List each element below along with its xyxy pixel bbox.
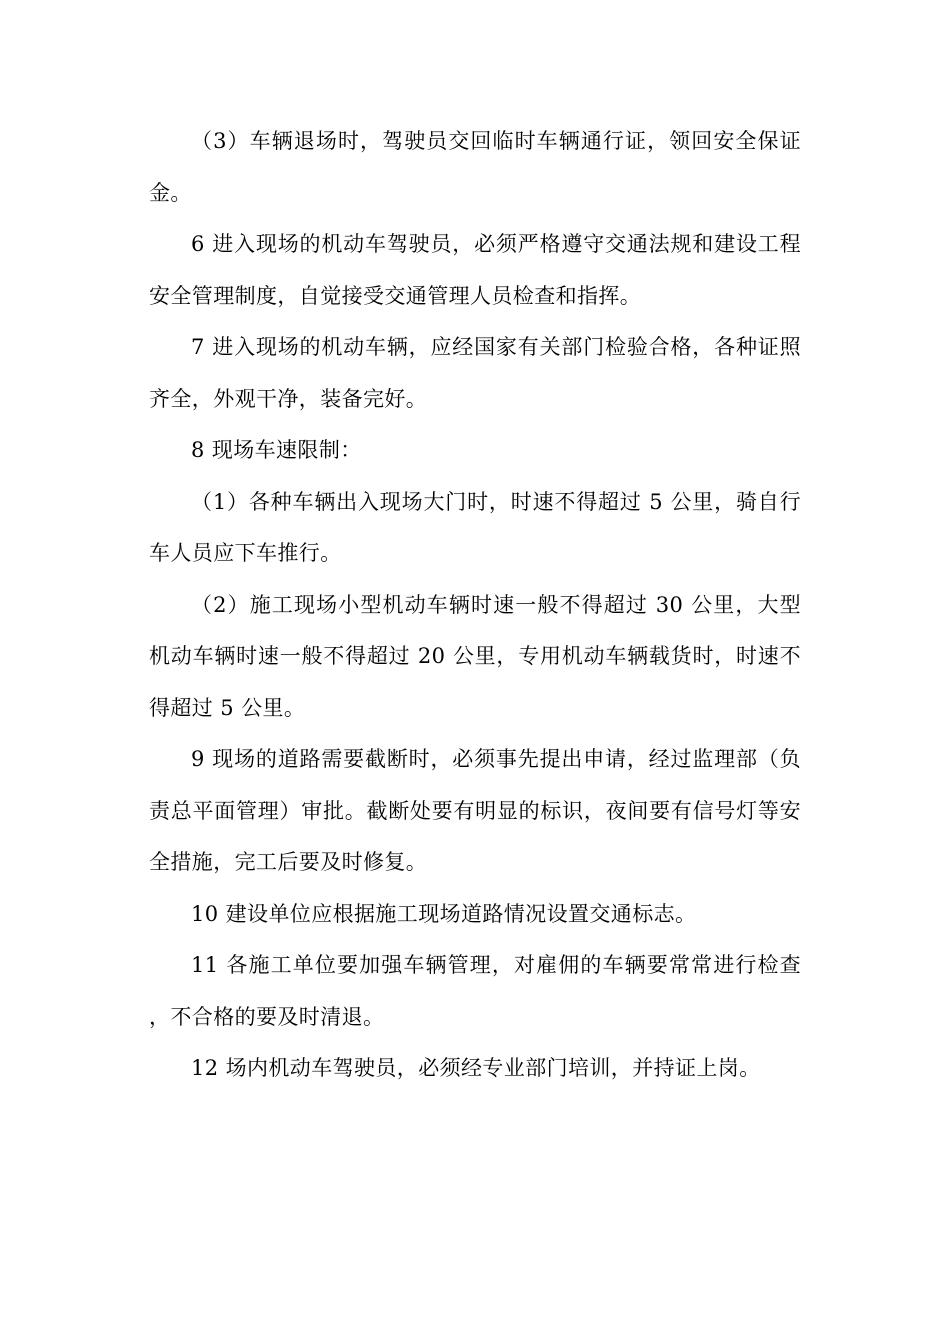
paragraph-site-speed: （2）施工现场小型机动车辆时速一般不得超过 30 公里，大型机动车辆时速一般不得超过 20 公里，专用机动车辆载货时，时速不得超过 5 公里。: [149, 592, 801, 720]
document-body: [149, 116, 801, 1095]
paragraph-driver-certification: 12 场内机动车驾驶员，必须经专业部门培训，并持证上岗。: [191, 1056, 761, 1080]
paragraph-traffic-signs: 10 建设单位应根据施工现场道路情况设置交通标志。: [191, 901, 697, 926]
paragraph-speed-limit-heading: 8 现场车速限制：: [191, 438, 362, 462]
paragraph-road-closure: 9 现场的道路需要截断时，必须事先提出申请，经过监理部（负责总平面管理）审批。截断处要有明显的标识，夜间要有信号灯等安全措施，完工后要及时修复。: [149, 747, 801, 874]
paragraph-gate-speed: （1）各种车辆出入现场大门时，时速不得超过 5 公里，骑自行车人员应下车推行。: [149, 489, 801, 565]
paragraph-driver-rules: 6 进入现场的机动车驾驶员，必须严格遵守交通法规和建设工程安全管理制度，自觉接受交通管理人员检查和指挥。: [149, 232, 801, 308]
paragraph-vehicle-inspection: 7 进入现场的机动车辆，应经国家有关部门检验合格，各种证照齐全，外观干净，装备完好。: [149, 335, 801, 411]
paragraph-vehicle-exit: （3）车辆退场时，驾驶员交回临时车辆通行证，领回安全保证金。: [149, 129, 801, 205]
paragraph-vehicle-management: 11 各施工单位要加强车辆管理，对雇佣的车辆要常常进行检查，不合格的要及时清退。: [149, 953, 801, 1029]
